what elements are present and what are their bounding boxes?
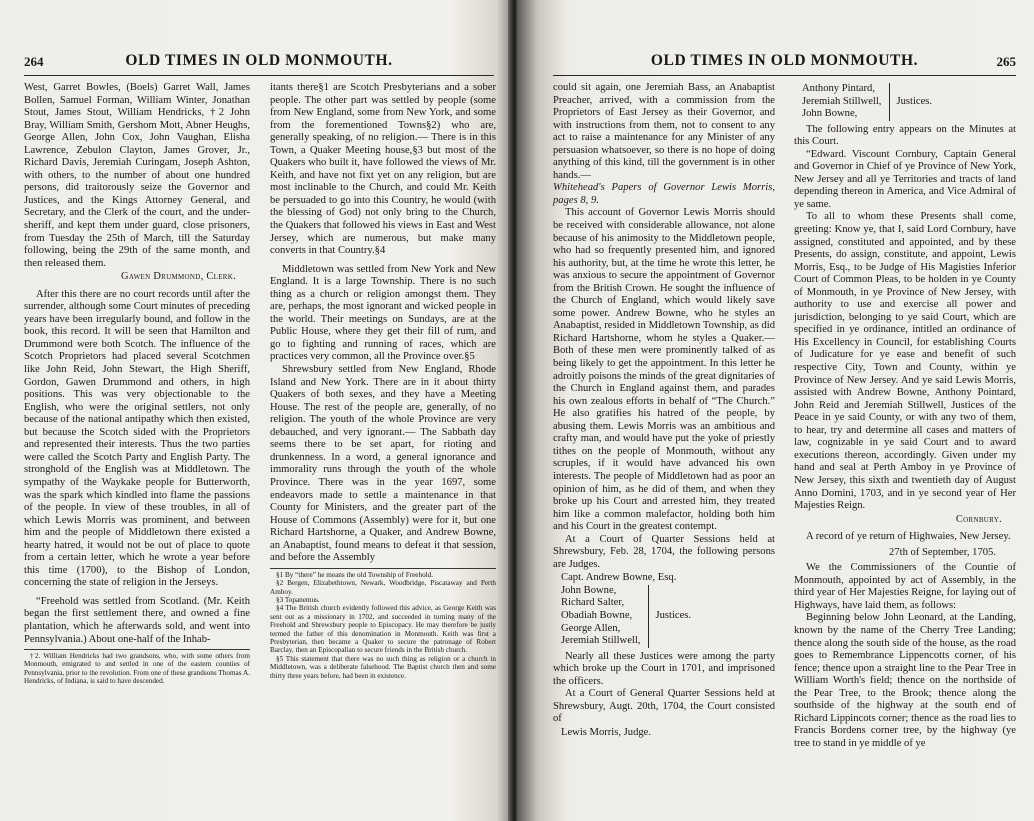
page-number: 264 bbox=[24, 54, 44, 69]
paragraph: A record of ye return of Highwaies, New Jersey. bbox=[806, 531, 1011, 543]
running-head: OLD TIMES IN OLD MONMOUTH. bbox=[125, 52, 393, 69]
record-date: 27th of September, 1705. bbox=[889, 546, 996, 558]
citation-text: Whitehead's Papers of Governor Lewis Morris, pages 8, 9. bbox=[553, 182, 775, 206]
paragraph: itants there§1 are Scotch Presbyterians and a sober people. The other part was settled by people (some from New England, some from New York, and some from the forementioned Towns§2) who are, generally speaking, of no religion.— There is in this Town, a Quaker Meeting house,§3 but most of the Quakers who built it, have followed the views of Mr. Keith, and have not fixt yet on any religion, but are most inclinable to the Church, and could Mr. Keith be persuaded to go into this Country, he would (with the blessing of God) not only bring to the Church, the Quakers that followed his views in East and West Jersey, which are numerous, but make many converts in that Country.§4 bbox=[270, 82, 496, 257]
judge-name: John Bowne, bbox=[561, 584, 617, 596]
justices-label: Justices. bbox=[655, 609, 692, 621]
paragraph: At a Court of General Quarter Sessions held at Shrewsbury, Augt. 20th, 1704, the Court consisted of bbox=[553, 688, 775, 725]
justices-names bbox=[802, 83, 890, 121]
header-rule bbox=[24, 75, 494, 76]
left-page bbox=[0, 0, 512, 821]
running-head: OLD TIMES IN OLD MONMOUTH. bbox=[650, 52, 919, 69]
right-column-2 bbox=[794, 82, 1016, 750]
paragraph: Beginning below John Leonard, at the Landing, known by the name of the Cherry Tree Landing; thence along the south side of the house, as the road goes to Remembrance Lippencotts corner, of his fence; thence upon a straight line to the Pear Tree in William Worth's field; thence on the northside of the Pear Tree, to the Brook; thence along the southside of the highway at the south end of Richard Lippincots corner; thence as the road lies to Francis Bordens corner tree, by the highway (ye tree to stand in ye middle of ye bbox=[794, 612, 1016, 749]
right-page-header bbox=[553, 52, 1016, 82]
paragraph: This account of Governor Lewis Morris should be received with considerable allowance, not alone because of his animosity to the Middletown people, who had so frequently presented him, and ignored his authority, but, at the time he wrote this letter, he was anxious to secure the appointment of Governor from the British Crown. He sought the influence of the Church of England, which would likely save some power. Andrew Bowne, who he styles an Anabaptist, resided in Middletown Township, as did Richard Hartshorne, whom he styles a Quaker.— Both of these men were prominently talked of as being likely to get the appointment. In this letter he adroitly poisons the minds of the great dignitaries of the Church in England against them, and parades his own zealous efforts in behalf of “The Church.” He also gratifies his hatred of the people, by abusing them. Lewis Morris was an ambitious and crafty man, and would have put the yoke of priestly tithes on the people of Monmouth, without any scruples, if it would have advanced his own interests. The people of Middletown had as poor an opinion of him, as he did of them, and when they broke up his Court and arrested him, they treated him like a common malefactor, holding both him and his Court in the greatest contempt. bbox=[553, 207, 775, 533]
judge-line: Lewis Morris, Judge. bbox=[561, 726, 652, 738]
justice-name: Anthony Pintard, bbox=[802, 83, 875, 94]
clerk-signature: Gawen Drummond, Clerk. bbox=[121, 271, 236, 283]
left-column-1 bbox=[24, 82, 250, 686]
paragraph: Shrewsbury settled from New England, Rhode Island and New York. There are in it about thirty Quakers of both sexes, and they have a Meeting House. The rest of the people are, generally, of no religion. The youth of the whole Province are very debauched, and very ignorant.— The Sabbath day seems there to be set apart, for rioting and drunkenness. In a word, a general ignorance and immorality runs through the youth of the whole Province. There was in the year 1697, some endeavors made to settle a maintenance in that County for Ministers, and the greater part of the House of Commons (Assembly) were for it, but one Richard Hartshorne, a Quaker, and Andrew Bowne, an Anabaptist, found means to defeat it that session, and before the Assembly bbox=[270, 364, 496, 564]
right-column-1 bbox=[553, 82, 775, 750]
paragraph: At a Court of Quarter Sessions held at Shrewsbury, Feb. 28, 1704, the following persons are Judges. bbox=[553, 533, 775, 570]
justices-label: Justices. bbox=[896, 95, 933, 107]
footnote bbox=[24, 649, 250, 686]
footnotes bbox=[270, 568, 496, 680]
paragraph: The following entry appears on the Minutes at this Court. bbox=[794, 123, 1016, 148]
paragraph: To all to whom these Presents shall come, greeting: Know ye, that I, said Lord Cornbury, have assigned, constituted and appointed, and by these Presents, do assign, constitute, and appoint, Lewis Morris, Esq., to be Judge of His Magisties Inferior Court of Common Pleas, to be holden in ye County of Monmouth, in ye Province of New Jersey, with authority to use and exercise all power and jurisdiction, belonging to ye said Court, which are specified in ye ordinance, intitled an ordinance of His Excellency in Council, for establishing Courts of Judicature for ye ease and benefit of such respective City, Town and County, within ye Province of New Jersey. And ye said Lewis Morris, assisted with Andrew Bowne, Anthony Pointard, John Reid and Jeremiah Stillwell, Justices of the Peace in ye said County, or with any two of them, to hear, try and determine all cases and matters of law, cognizable in ye said Court and to award executions thereon, accordingly. Given under my hand and seal at Perth Amboy in ye Province of New Jersey, this sixth and twentieth day of August Anno Domini, 1703, and in ye second year of Her Majesties Reign. bbox=[794, 211, 1016, 512]
justices-group bbox=[561, 585, 775, 648]
paragraph: could sit again, one Jeremiah Bass, an Anabaptist Preacher, arrived, with a commission from the Proprietors of East Jersey as their Governor, and with instructions from them, not to consent to any act to raise a maintenance for any Minister of any persuasion whatsoever, so there is no hope of doing anything of this kind, till the government is in other hands.— bbox=[553, 82, 775, 181]
left-columns bbox=[24, 82, 496, 686]
left-page-header bbox=[24, 52, 494, 82]
right-columns bbox=[553, 82, 1016, 750]
justices-group bbox=[802, 83, 1016, 121]
header-rule bbox=[553, 75, 1016, 76]
page-number: 265 bbox=[996, 54, 1016, 69]
paragraph: “Freehold was settled from Scotland. (Mr. Keith began the first settlement there, and owned a fine plantation, which he afterwards sold, and went into Pennsylvania.) About one-half of the Inhab- bbox=[24, 595, 250, 645]
paragraph: “Edward. Viscount Cornbury, Captain General and Governor in Chief of ye Province of New York, New Jersey and all ye Territories and tracts of land depending thereon in America, and Vice Admiral of ye same. bbox=[794, 148, 1016, 210]
paragraph: We the Commissioners of the Countie of Monmouth, appointed by act of Assembly, in the third year of Her Majesties Reigne, for laying out of Highways, have laid them, as follows: bbox=[794, 562, 1016, 611]
judge-name: Obadiah Bowne, bbox=[561, 609, 633, 621]
left-column-2 bbox=[270, 82, 496, 686]
footnote-text: †2. William Hendricks had two grandsons, who, with some others from Monmouth, emigrated to and settled in one of the eastern counties of Pennsylvania, prior to the revolution. From one of these grandsons Thomas A. Hendricks, of Indiana, is said to have descended. bbox=[24, 652, 250, 686]
judge-name: Richard Salter, bbox=[561, 597, 625, 609]
justices-names bbox=[561, 585, 649, 648]
judge-name: George Allen, bbox=[561, 622, 621, 634]
paragraph: After this there are no court records until after the surrender, although some Court minutes of preceding years have been irregularly bound, and follow in the book, this record. It will be seen that Hamilton and Drummond were both Scotch. The influence of the Scotch Proprietors had placed several Scotchmen like John Reid, John Stewart, the High Sheriff, Gordon, Gawen Drummond and others, in high positions. This was very objectionable to the English, who were the original settlers, not only because of the national antipathy which then existed, but because the Scotch sided with the Proprietors and represented their interests. Thus the two parties were called the Scotch Party and English Party. The stronghold of the English was at Middletown. The sympathy of the Waykake people for Butterworth, was the spark which kindled into flame the passions of the people. In view of these troubles, in all of which Lewis Morris was prominent, and between him and the people of Middletown there existed a hearty hatred, it would not be out of place to quote from a certain letter, which he wrote a year before this time (1700), to the Bishop of London, concerning the state of religion in the Jerseys. bbox=[24, 288, 250, 589]
footnote-text: §5 This statement that there was no such thing as religion or a church in Middletown, was a deliberate falsehood. The Baptist church then and some thirty three years before, had been in existence. bbox=[270, 654, 496, 680]
footnote-text: §4 The British church evidently followed this advice, as George Keith was sent out as a missionary in 1702, and succeeded in turning many of the Freehold and Shrewsbury people to Episcopacy. He may therefore be justly termed the father of this denomination in Monmouth. Keith was first a Presbyterian, then became a Quaker to secure the patronage of Robert Barclay, then an Episcopalian to secure friends in the British church. bbox=[270, 604, 496, 655]
justice-name: John Bowne, bbox=[802, 108, 858, 120]
citation bbox=[553, 182, 775, 207]
footnote-text: §2 Bergen, Elizabethtown, Newark, Woodbridge, Piscataway and Perth Amboy. bbox=[270, 579, 496, 596]
cornbury-signature: Cornbury. bbox=[955, 513, 1002, 525]
footnote-text: §3 Topanemus. bbox=[276, 596, 320, 604]
paragraph: Nearly all these Justices were among the party which broke up the Court in 1701, and imprisoned the officers. bbox=[553, 650, 775, 687]
judges-list bbox=[561, 572, 775, 647]
judge-name: Jeremiah Stillwell, bbox=[561, 635, 641, 647]
paragraph: West, Garret Bowles, (Boels) Garret Wall, James Bollen, Samuel Forman, William Winter, Jonathan Stout, James Stout, William Hendricks, †2 John Bray, William Smith, Gershom Mott, Abner Heughs, George Allen, John Cox, John Vaughan, Elisha Lawrence, Zebulon Clayton, James Grover, Jr., Richard Davis, Jeremiah Curingam, Joseph Ashton, with others, to the number of about one hundred persons, did traitorously seize the Governor and Justices, and the Kings Attorney General, and Secretary, and the Clerk of the court, and the under-sheriff, and kept them under guard, close prisoners, from Tuesday the 25th of March, till the Saturday following, being the 29th of the same month, and then released them. bbox=[24, 82, 250, 269]
right-page bbox=[517, 0, 1034, 821]
footnote-text: §1 By “there” he means the old Township of Freehold. bbox=[276, 570, 434, 579]
justice-name: Jeremiah Stillwell, bbox=[802, 95, 882, 107]
paragraph: Middletown was settled from New York and New England. It is a large Township. There is no such thing as a church or religion amongst them. They are, perhaps, the most ignorant and wicked people in the world. Their meetings on Sundays, are at the Public House, where they get their fill of rum, and go to fighting and running of races, which are practices very common, all the Province over.§5 bbox=[270, 263, 496, 363]
judge-name: Capt. Andrew Bowne, Esq. bbox=[561, 572, 677, 584]
